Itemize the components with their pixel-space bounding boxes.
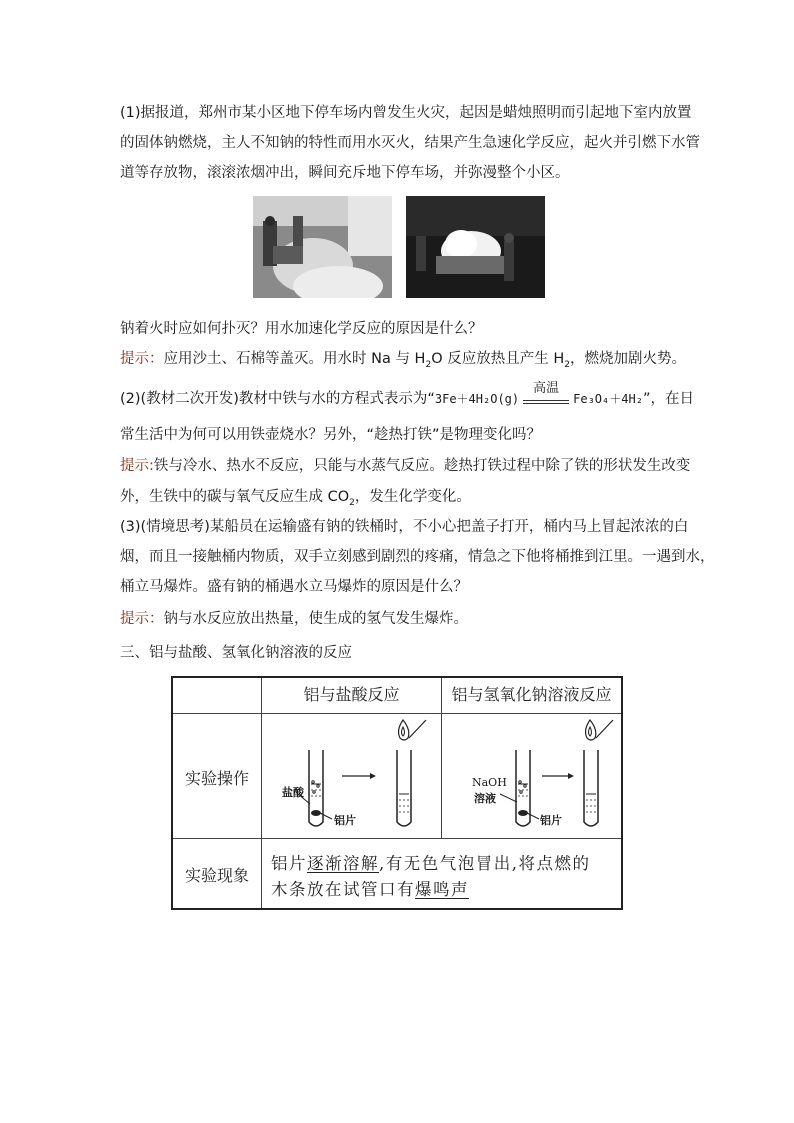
phenomenon-text: 木条放在试管口有 bbox=[271, 880, 415, 899]
reaction-condition-label: 高温 bbox=[533, 381, 560, 396]
label-solution: 溶液 bbox=[474, 792, 496, 805]
row-label-phenomenon: 实验现象 bbox=[184, 866, 249, 885]
label-al-sheet: 铝片 bbox=[334, 814, 356, 827]
test-tube-icon bbox=[309, 750, 323, 826]
phenomenon-line-1 bbox=[271, 850, 621, 874]
label-hcl: 盐酸 bbox=[282, 786, 304, 799]
fire-scene-photo-2 bbox=[406, 196, 545, 298]
q2-line-2: 常生活中为何可以用铁壶烧水？另外，“趁热打铁”是物理变化吗？ bbox=[120, 427, 542, 443]
arrow-icon bbox=[342, 773, 376, 779]
q2-hint-text: 铁与冷水、热水不反应，只能与水蒸气反应。趁热打铁过程中除了铁的形状发生改变 bbox=[153, 458, 691, 474]
q3-line-1: (3)(情境思考)某船员在运输盛有钠的铁桶时，不小心把盖子打开，桶内马上冒起浓浓的白 bbox=[120, 519, 689, 535]
q1-hint: 提示：应用沙土、石棉等盖灭。用水时 Na 与 $H_2O$ 反应放热且产生 $H_2$，燃烧加剧火势。 bbox=[120, 351, 686, 370]
table-header-naoh: 铝与氢氧化钠溶液反应 bbox=[451, 685, 612, 704]
naoh-apparatus-diagram bbox=[442, 714, 621, 838]
phenomenon-text: ,有无色气泡冒出,将点燃的 bbox=[379, 854, 591, 873]
q2-hint-line2-a: 外，生铁中的碳与氧气反应生成 CO bbox=[120, 489, 350, 505]
section-title: 三、铝与盐酸、氢氧化钠溶液的反应 bbox=[120, 645, 352, 661]
flame-icon bbox=[399, 720, 426, 740]
q1-hint-text-c: ，燃烧加剧火势。 bbox=[569, 351, 686, 367]
arrow-icon bbox=[542, 773, 574, 779]
reaction-condition bbox=[523, 381, 569, 409]
test-tube-icon bbox=[584, 750, 598, 826]
q2-line1-a: (2)(教材二次开发)教材中铁与水的方程式表示为“ bbox=[120, 391, 435, 407]
row-label-operation: 实验操作 bbox=[184, 769, 249, 788]
experiment-table bbox=[171, 676, 623, 910]
phenomenon-line-2 bbox=[271, 876, 621, 900]
q1-question: 钠着火时应如何扑灭？用水加速化学反应的原因是什么？ bbox=[120, 321, 483, 337]
q2-hint-line2-b: ，发生化学变化。 bbox=[354, 489, 471, 505]
label-naoh: NaOH bbox=[472, 776, 507, 789]
q2-hint-line-1 bbox=[120, 456, 690, 476]
q3-hint-text: 钠与水反应放出热量，使生成的氢气发生爆炸。 bbox=[163, 611, 468, 627]
label-al-sheet: 铝片 bbox=[540, 814, 562, 827]
test-tube-icon bbox=[516, 750, 530, 826]
hint-label: 提示： bbox=[120, 611, 164, 627]
equation-left: 3Fe＋4H₂O(g) bbox=[434, 392, 520, 406]
equation-right: Fe₃O₄＋4H₂ bbox=[573, 392, 643, 406]
q3-line-3: 桶立马爆炸。盛有钠的桶遇水立马爆炸的原因是什么？ bbox=[120, 579, 468, 595]
hcl-apparatus-diagram bbox=[262, 714, 441, 838]
phenomenon-text: 铝片 bbox=[271, 854, 307, 873]
q3-line-2: 烟，而且一接触桶内物质，双手立刻感到剧烈的疼痛，情急之下他将桶推到江里。一遇到水， bbox=[120, 549, 715, 565]
q2-line1-b: ”，在日 bbox=[642, 391, 694, 407]
q1-line-2: 的固体钠燃烧，主人不知钠的特性而用水灭火，结果产生急速化学反应，起火并引燃下水管 bbox=[120, 135, 700, 151]
hint-label: 提示: bbox=[120, 458, 154, 474]
table-header-hcl: 铝与盐酸反应 bbox=[303, 685, 400, 704]
hint-label: 提示： bbox=[120, 351, 164, 367]
q1-line-3: 道等存放物，滚滚浓烟冲出，瞬间充斥地下停车场，并弥漫整个小区。 bbox=[120, 165, 570, 181]
test-tube-icon bbox=[397, 750, 411, 826]
q1-hint-text-a: 应用沙土、石棉等盖灭。用水时 Na 与 H bbox=[163, 351, 426, 367]
table-divider bbox=[173, 838, 621, 839]
q2-line-1 bbox=[120, 381, 694, 409]
q1-hint-text-b: O 反应放热且产生 H bbox=[431, 351, 565, 367]
q1-line-1: (1)据报道，郑州市某小区地下停车场内曾发生火灾，起因是蜡烛照明而引起地下室内放置 bbox=[120, 105, 692, 121]
phenomenon-key-dissolve: 逐渐溶解 bbox=[307, 854, 379, 873]
phenomenon-key-pop: 爆鸣声 bbox=[415, 880, 469, 899]
fire-scene-photo-1 bbox=[253, 196, 392, 298]
q3-hint bbox=[120, 609, 468, 629]
q2-hint-line-2: 外，生铁中的碳与氧气反应生成 $CO_2$，发生化学变化。 bbox=[120, 489, 471, 508]
flame-icon bbox=[586, 720, 613, 740]
